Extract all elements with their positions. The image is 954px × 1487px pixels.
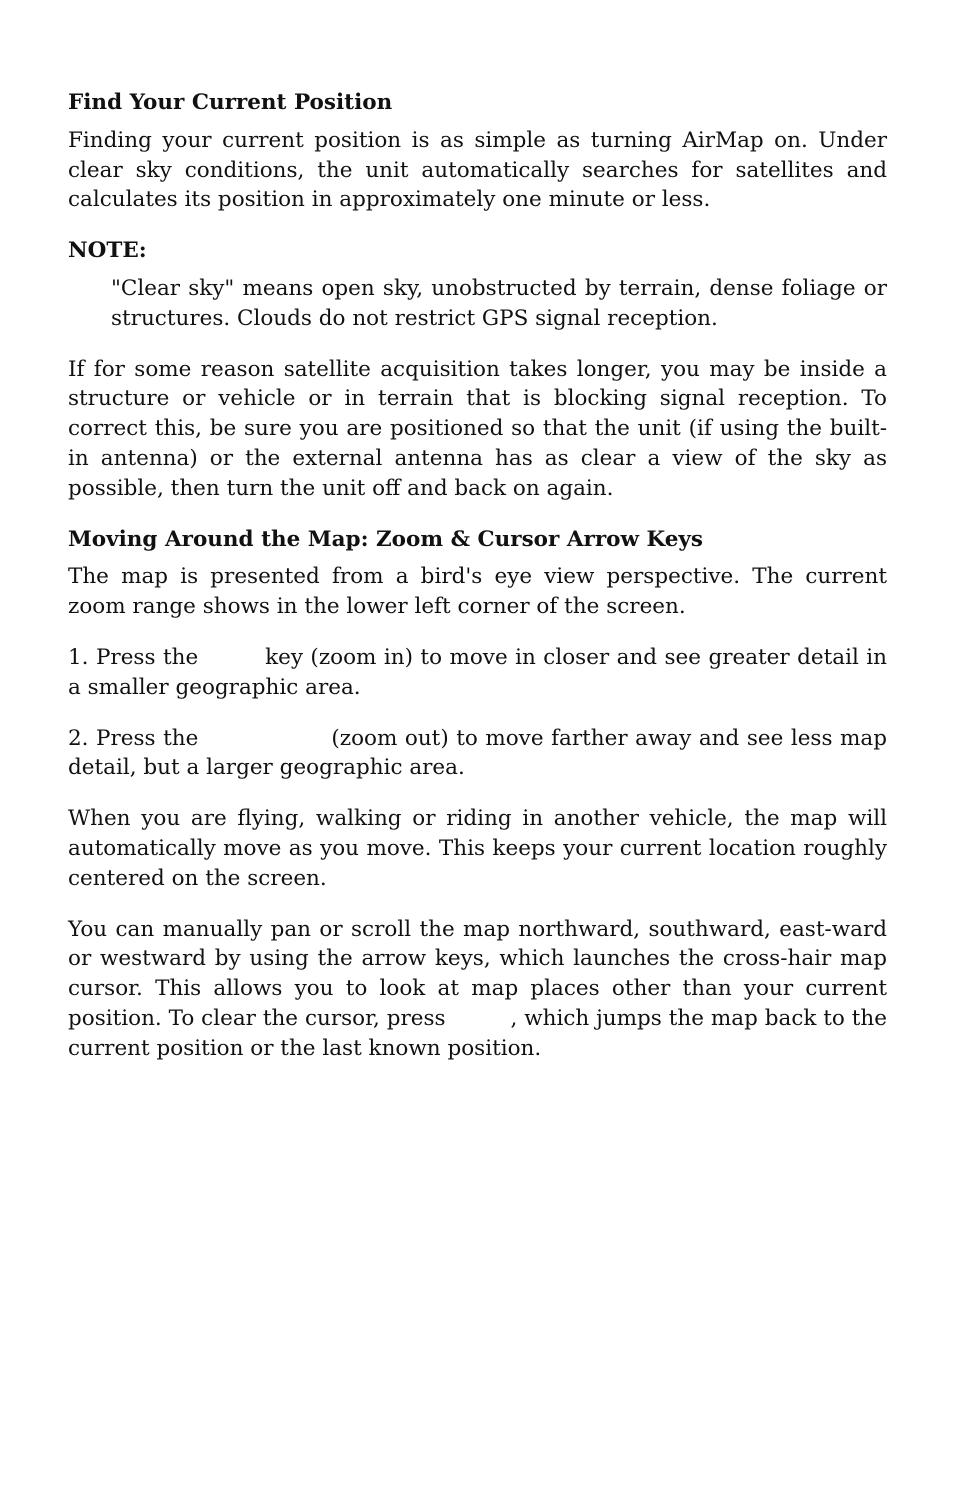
note-body: "Clear sky" means open sky, unobstructed by terrain, dense foliage or structures. Clouds do not restrict GPS signal reception.	[111, 275, 887, 331]
paragraph-acquisition: If for some reason satellite acquisition takes longer, you may be inside a structure or vehicle or in terrain that is blocking signal reception. To correct this, be sure you are positioned so that the unit (if using the built-in antenna) or the external antenna has as clear a view of the sky as possible, then turn the unit off and back on again.	[68, 356, 887, 501]
paragraph-find-position: Finding your current position is as simple as turning AirMap on. Under clear sky conditions, the unit automatically searches for satellites and calculates its position in approximately one minute or less.	[68, 127, 887, 213]
pan-text-b: , which jumps the map back to the current position or the last known position.	[68, 1005, 887, 1061]
manual-page	[68, 88, 887, 1064]
note-label: NOTE:	[68, 238, 147, 264]
paragraph-auto-move: When you are flying, walking or riding in another vehicle, the map will automatically move as you move. This keeps your current location roughly centered on the screen.	[68, 806, 887, 891]
step-zoom-out-text-a: 2. Press the	[68, 725, 206, 751]
section-heading-moving-map: Moving Around the Map: Zoom & Cursor Arrow Keys	[68, 526, 703, 552]
section-heading-find-position: Find Your Current Position	[68, 90, 393, 115]
step-zoom-out-text-b: (zoom out) to move farther away and see less map detail, but a larger geographic area.	[68, 725, 887, 781]
paragraph-pan-cursor	[68, 915, 887, 1064]
pan-text-a: You can manually pan or scroll the map northward, southward, east-ward or westward by using the arrow keys, which launches the cross-hair map cursor. This allows you to look at map places other than your current position. To clear the cursor, press	[68, 916, 887, 1031]
step-zoom-out	[68, 724, 887, 784]
exit-key-icon	[452, 1004, 510, 1034]
step-zoom-in	[68, 643, 887, 703]
zoom-in-key-icon	[206, 643, 258, 673]
step-zoom-in-text-a: 1. Press the	[68, 644, 206, 670]
paragraph-map-intro: The map is presented from a bird's eye view perspective. The current zoom range shows in the lower left corner of the screen.	[68, 564, 887, 620]
step-zoom-in-text-b: key (zoom in) to move in closer and see greater detail in a smaller geographic area.	[68, 644, 888, 700]
zoom-out-key-icon	[206, 724, 324, 754]
